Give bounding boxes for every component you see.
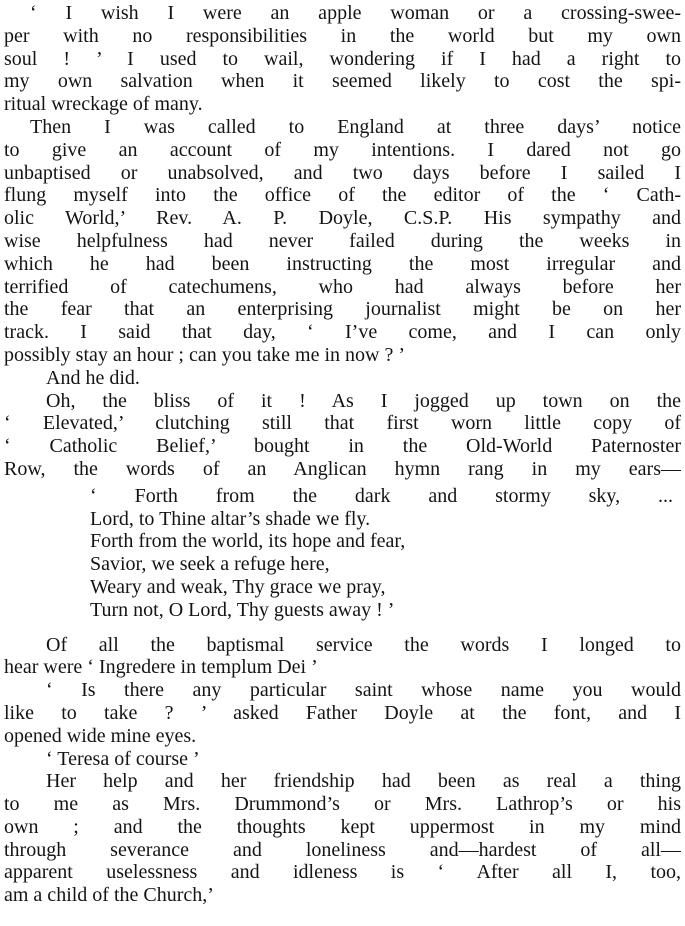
text-line: possibly stay an hour ; can you take me in now ? ’: [4, 343, 406, 366]
text-line: track. I said that day, ‘ I’ve come, and I can only: [4, 321, 681, 344]
text-line: unbaptised or unabsolved, and two days before I sailed I: [4, 161, 681, 184]
paragraph: [4, 367, 681, 390]
text-line: ‘ Teresa of course ’: [46, 747, 200, 770]
hymn-verse: [4, 485, 681, 622]
text-line: And he did.: [46, 366, 140, 389]
text-line: soul ! ’ I used to wail, wondering if I had a right to: [4, 47, 681, 70]
paragraph: [4, 390, 681, 481]
verse-line: Savior, we seek a refuge here,: [90, 553, 330, 576]
text-line: ‘ Catholic Belief,’ bought in the Old-World Paternoster: [4, 435, 681, 458]
paragraph: [4, 748, 681, 771]
text-line: olic World,’ Rev. A. P. Doyle, C.S.P. His sympathy and: [4, 207, 681, 230]
text-line: wise helpfulness had never failed during the weeks in: [4, 229, 681, 252]
verse-line: Forth from the world, its hope and fear,: [90, 530, 406, 553]
text-line: to give an account of my intentions. I dared not go: [4, 138, 681, 161]
text-line: opened wide mine eyes.: [4, 724, 197, 747]
text-line: ‘ Is there any particular saint whose name you would: [46, 679, 681, 702]
text-line: Then I was called to England at three days’ notice: [30, 115, 681, 138]
text-line: ‘ Elevated,’ clutching still that first worn little copy of: [4, 412, 681, 435]
text-line: ‘ I wish I were an apple woman or a crossing-swee-: [30, 2, 681, 24]
spacer: [4, 622, 681, 634]
paragraph: [4, 679, 681, 747]
document-page: [4, 2, 681, 907]
text-line: per with no responsibilities in the world but my own: [4, 24, 681, 47]
text-line: ritual wreckage of many.: [4, 93, 203, 116]
paragraph: [4, 634, 681, 680]
text-line: own ; and the thoughts kept uppermost in my mind: [4, 815, 681, 838]
text-line: Oh, the bliss of it ! As I jogged up town on the: [46, 389, 681, 412]
paragraph: [4, 116, 681, 367]
paragraph: [4, 2, 681, 116]
text-line: Row, the words of an Anglican hymn rang in my ears—: [4, 457, 681, 480]
text-line: to me as Mrs. Drummond’s or Mrs. Lathrop’s or his: [4, 793, 681, 816]
paragraph: [4, 770, 681, 907]
text-line: flung myself into the office of the editor of the ‘ Cath-: [4, 184, 681, 207]
text-line: Her help and her friendship had been as real a thing: [46, 770, 681, 793]
text-line: Of all the baptismal service the words I longed to: [46, 633, 681, 656]
text-line: the fear that an enterprising journalist might be on her: [4, 298, 681, 321]
verse-line: Weary and weak, Thy grace we pray,: [90, 575, 386, 598]
text-line: like to take ? ’ asked Father Doyle at the font, and I: [4, 701, 681, 724]
text-line: terrified of catechumens, who had always before her: [4, 275, 681, 298]
verse-line: ‘ Forth from the dark and stormy sky, ...: [90, 484, 673, 507]
text-line: am a child of the Church,’: [4, 884, 214, 907]
text-line: which he had been instructing the most irregular and: [4, 252, 681, 275]
text-line: my own salvation when it seemed likely to cost the spi-: [4, 70, 681, 93]
text-line: apparent uselessness and idleness is ‘ After all I, too,: [4, 861, 681, 884]
text-line: hear were ‘ Ingredere in templum Dei ’: [4, 656, 318, 679]
verse-line: Lord, to Thine altar’s shade we fly.: [90, 507, 371, 530]
verse-line: Turn not, O Lord, Thy guests away ! ’: [90, 598, 395, 621]
text-line: through severance and loneliness and—hardest of all—: [4, 838, 681, 861]
